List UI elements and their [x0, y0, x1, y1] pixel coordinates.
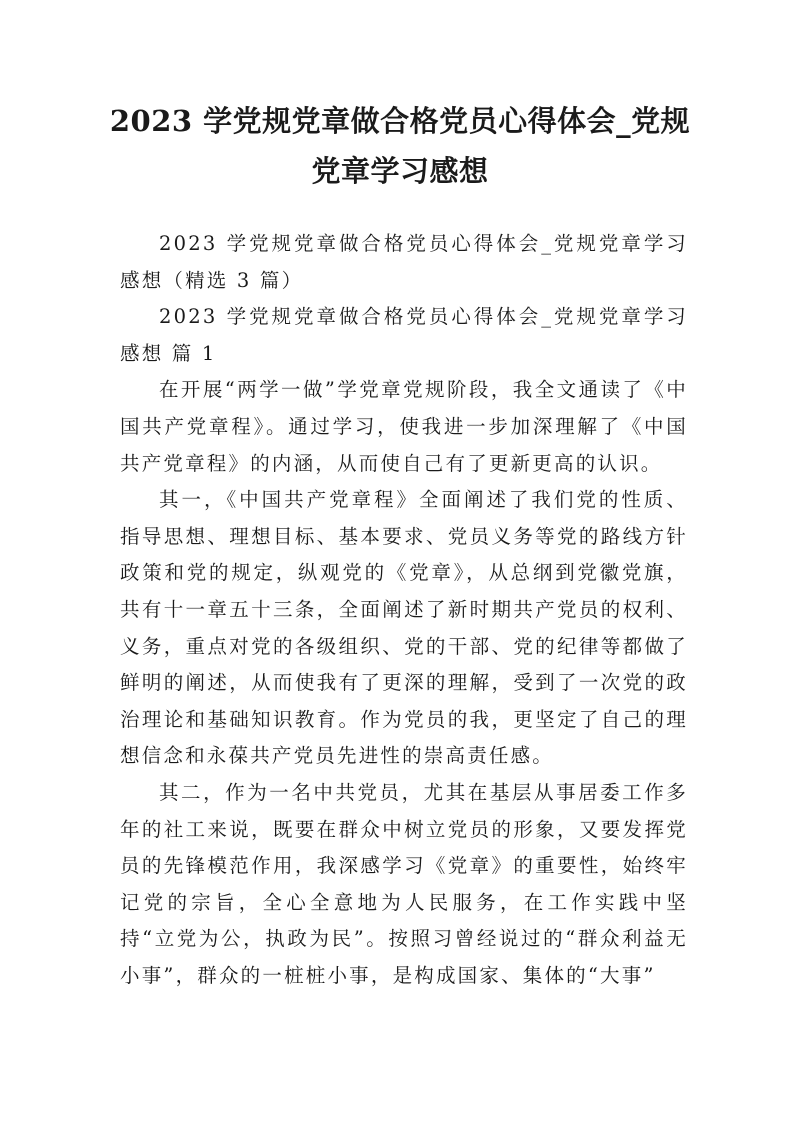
section-heading: 2023 学党规党章做合格党员心得体会_党规党章学习感想 篇 1 — [120, 305, 688, 365]
document-body — [120, 226, 688, 994]
body-paragraph: 在开展“两学一做”学党章党规阶段，我全文通读了《中国共产党章程》。通过学习，使我进一步加深理解了《中国共产党章程》的内涵，从而使自己有了更新更高的认识。 — [120, 378, 688, 475]
title-line-2: 党章学习感想 — [311, 154, 489, 188]
document-title — [100, 96, 700, 196]
title-line-1: 2023 学党规党章做合格党员心得体会_党规 — [109, 104, 691, 138]
body-paragraph: 其二，作为一名中共党员，尤其在基层从事居委工作多年的社工来说，既要在群众中树立党员的形象，又要发挥党员的先锋模范作用，我深感学习《党章》的重要性，始终牢记党的宗旨，全心全意地为人民服务，在工作实践中坚持“立党为公，执政为民”。按照习曾经说过的“群众利益无小事”，群众的一桩桩小事，是构成国家、集体的“大事” — [120, 780, 688, 987]
body-paragraph: 其一，《中国共产党章程》全面阐述了我们党的性质、指导思想、理想目标、基本要求、党员义务等党的路线方针政策和党的规定，纵观党的《党章》，从总纲到党徽党旗，共有十一章五十三条，全面阐述了新时期共产党员的权利、义务，重点对党的各级组织、党的干部、党的纪律等都做了鲜明的阐述，从而使我有了更深的理解，受到了一次党的政治理论和基础知识教育。作为党员的我，更坚定了自己的理想信念和永葆共产党员先进性的崇高责任感。 — [120, 488, 688, 768]
subtitle-paragraph: 2023 学党规党章做合格党员心得体会_党规党章学习感想（精选 3 篇） — [120, 232, 688, 292]
